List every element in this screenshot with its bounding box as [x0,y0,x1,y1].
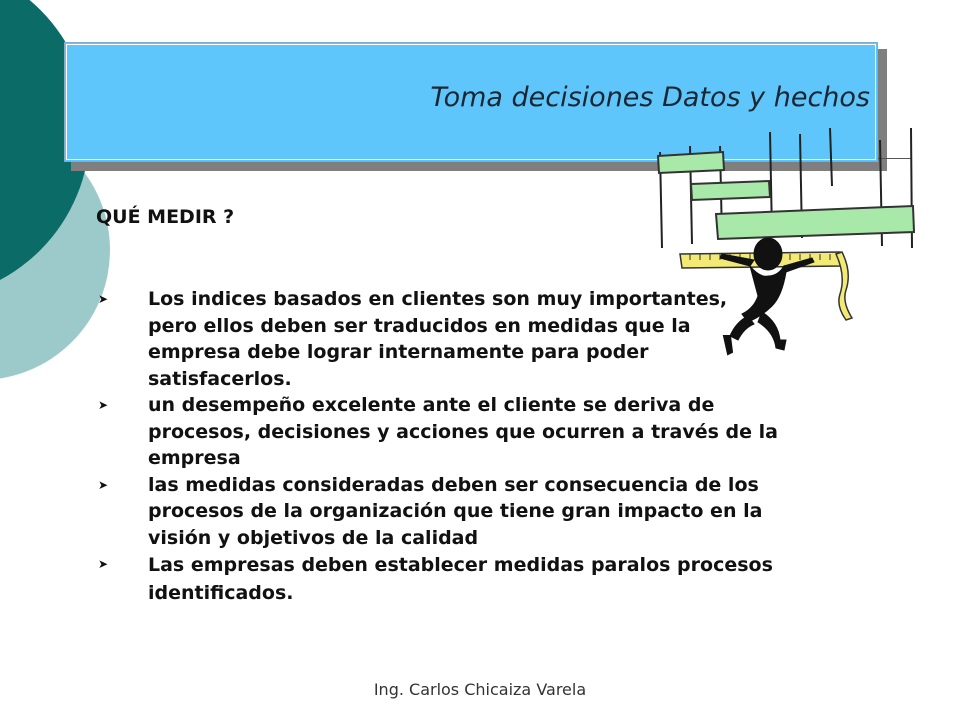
bullet-text: Los indices basados en clientes son muy importantes, pero ellos deben ser traducidos en medidas que la empresa debe lograr internamente para poder satisfacerlos. [148,288,728,390]
list-item [98,472,778,552]
slide-title: Toma decisiones Datos y hechos [430,82,870,113]
list-item [98,551,778,607]
arrow-bullet-icon: ➤ [98,557,109,571]
arrow-bullet-icon: ➤ [98,292,109,306]
section-heading: QUÉ MEDIR ? [96,206,235,228]
chart-bars [658,152,914,239]
bullet-list [98,286,778,607]
arrow-bullet-icon: ➤ [98,398,109,412]
bullet-text: las medidas consideradas deben ser consecuencia de los procesos de la organización que tiene gran impacto en la visión y objetivos de la calidad [148,473,763,549]
footer-author: Ing. Carlos Chicaiza Varela [373,680,587,699]
bullet-text: un desempeño excelente ante el cliente se deriva de procesos, decisiones y acciones que ocurren a través de la empresa [148,394,778,469]
list-item [98,286,778,392]
arrow-bullet-icon: ➤ [98,477,109,492]
bullet-text: Las empresas deben establecer medidas paralos procesos identificados. [148,554,773,604]
list-item [98,392,778,472]
